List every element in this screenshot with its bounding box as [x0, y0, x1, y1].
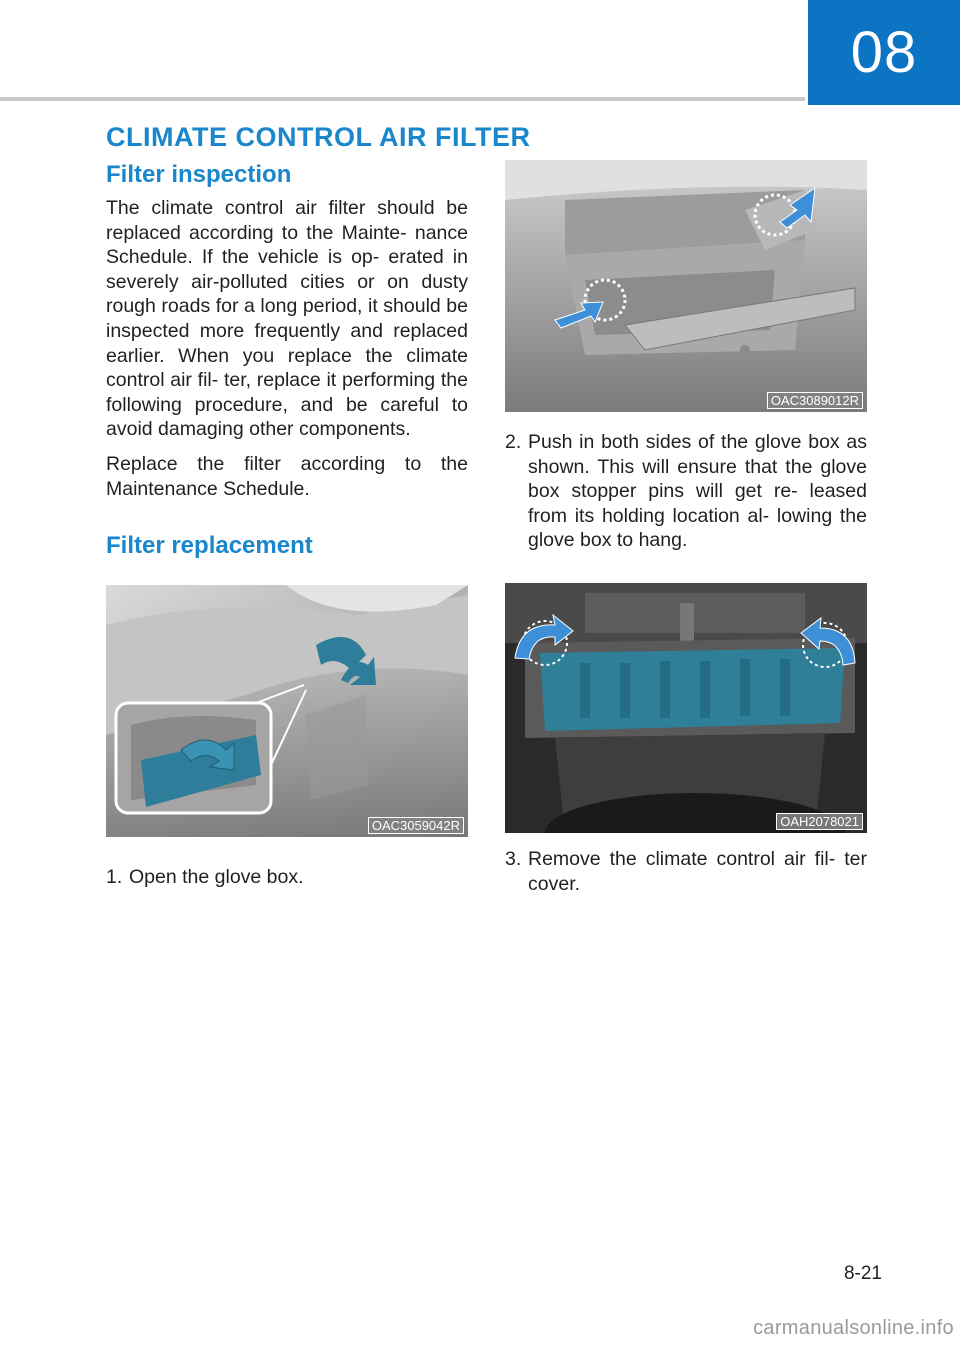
header-rule: [0, 97, 805, 101]
filter-inspection-heading: Filter inspection: [106, 161, 292, 188]
step-text: Open the glove box.: [129, 866, 304, 889]
filter-replacement-heading: Filter replacement: [106, 532, 313, 560]
glove-box-sides-illustration: [505, 160, 867, 412]
watermark: carmanualsonline.info: [753, 1317, 954, 1339]
step-text: Remove the climate control air fil- ter cover.: [528, 847, 867, 895]
inspection-paragraph-2: Replace the filter according to the Maintenance Schedule.: [106, 452, 468, 500]
step-2: [505, 430, 867, 553]
section-title: CLIMATE CONTROL AIR FILTER: [106, 122, 531, 152]
step-number: 1.: [106, 866, 123, 889]
page-number: 8-21: [843, 1263, 882, 1284]
step-number: 3.: [505, 847, 522, 870]
step-1: [106, 865, 468, 890]
step-3: [505, 847, 867, 896]
step-text: Push in both sides of the glove box as shown. This will ensure that the glove box stopper pins will get re- leased from its holding location al- lowing the glove box to hang.: [528, 431, 867, 552]
left-column: [106, 160, 468, 890]
figure-code: OAC3059042R: [368, 817, 464, 834]
figure-open-glove-box: [106, 585, 468, 837]
glove-box-illustration: [106, 585, 468, 837]
step-number: 2.: [505, 431, 522, 453]
figure-push-glove-box: [505, 160, 867, 412]
figure-filter-cover: [505, 583, 867, 833]
chapter-tab: 08: [808, 0, 960, 105]
right-column: [505, 160, 867, 896]
filter-cover-illustration: [505, 583, 867, 833]
figure-code: OAH2078021: [776, 813, 863, 830]
inspection-paragraph-1: The climate control air filter should be replaced according to the Mainte- nance Schedule. If the vehicle is op- erated in severely air-polluted cities or on dusty rough roads for a long period, it should be inspected more frequently and replaced earlier. When you replace the climate control air fil- ter, replace it performing the following procedure, and be careful to avoid damaging other components.: [106, 197, 468, 441]
figure-code: OAC3089012R: [767, 392, 863, 409]
